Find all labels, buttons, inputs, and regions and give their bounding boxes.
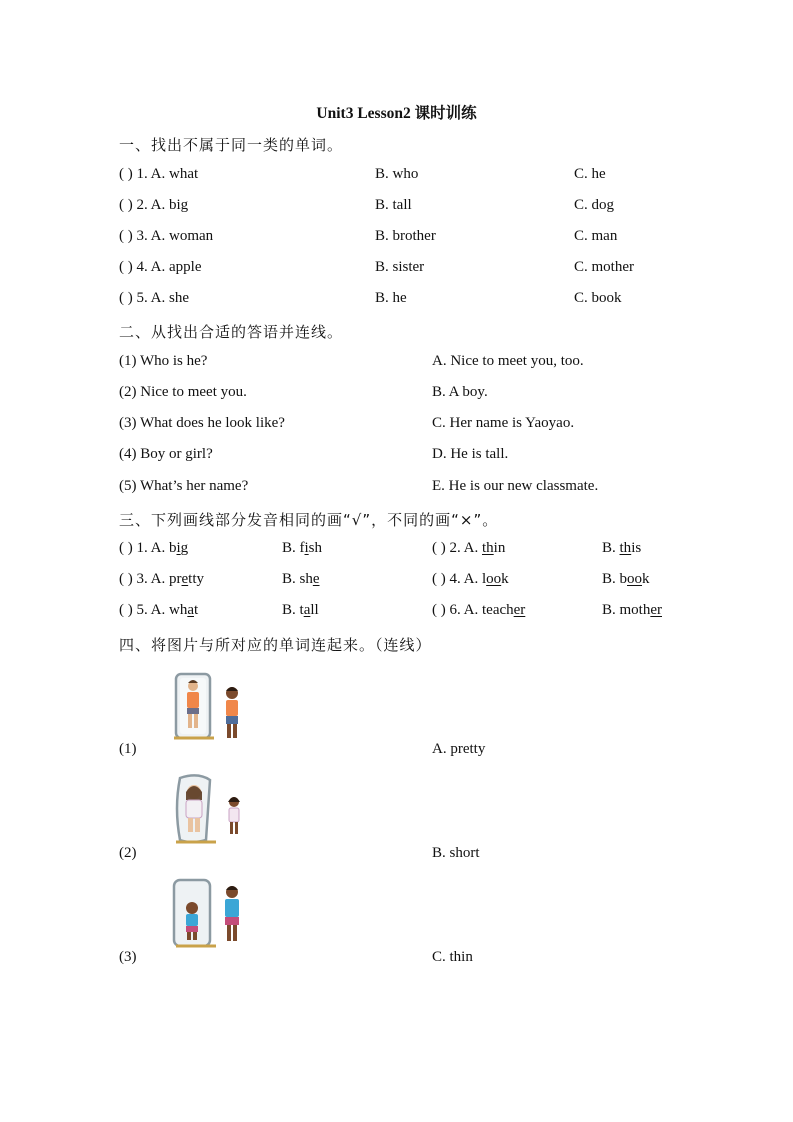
s2-answer-d: D. He is tall. xyxy=(432,446,509,462)
s2-answer-a: A. Nice to meet you, too. xyxy=(432,353,584,369)
s3-item-4: ( ) 4. A. look xyxy=(432,571,509,587)
s3-item-6: ( ) 6. A. teacher xyxy=(432,602,526,618)
s4-item-1-num: (1) xyxy=(119,741,137,757)
s2-question-5: (5) What’s her name? xyxy=(119,478,249,494)
s1-row4-a: ( ) 4. A. apple xyxy=(119,259,202,275)
s1-row3-a: ( ) 3. A. woman xyxy=(119,228,214,244)
section3-heading: 三、下列画线部分发音相同的画“√”，不同的画“×”。 xyxy=(119,511,499,529)
s3-item-3: ( ) 3. A. pretty xyxy=(119,571,205,587)
mirror-picture-1 xyxy=(170,670,250,746)
s3-item-1-b: B. fish xyxy=(282,540,323,556)
s2-answer-c: C. Her name is Yaoyao. xyxy=(432,415,575,431)
s3-item-1: ( ) 1. A. big xyxy=(119,540,189,556)
mirror-picture-3 xyxy=(170,876,250,954)
s3-item-2-b: B. this xyxy=(602,540,642,556)
s1-row4-c: C. mother xyxy=(574,259,634,275)
s4-item-3-num: (3) xyxy=(119,949,137,965)
s2-question-4: (4) Boy or girl? xyxy=(119,446,213,462)
s1-row5-a: ( ) 5. A. she xyxy=(119,290,189,306)
s3-item-4-b: B. book xyxy=(602,571,650,587)
section1-heading: 一、找出不属于同一类的单词。 xyxy=(119,136,344,154)
s2-answer-e: E. He is our new classmate. xyxy=(432,478,599,494)
s2-question-1: (1) Who is he? xyxy=(119,353,208,369)
s2-question-3: (3) What does he look like? xyxy=(119,415,285,431)
s1-row4-b: B. sister xyxy=(375,259,425,275)
mirror-picture-2 xyxy=(170,772,250,850)
s1-row3-c: C. man xyxy=(574,228,618,244)
s1-row1-c: C. he xyxy=(574,166,606,182)
s3-item-2: ( ) 2. A. thin xyxy=(432,540,506,556)
s1-row2-b: B. tall xyxy=(375,197,412,213)
s2-question-2: (2) Nice to meet you. xyxy=(119,384,247,400)
s3-item-6-b: B. mother xyxy=(602,602,662,618)
s3-item-3-b: B. she xyxy=(282,571,320,587)
s1-row1-b: B. who xyxy=(375,166,419,182)
s4-word-b: B. short xyxy=(432,845,480,861)
s3-item-5-b: B. tall xyxy=(282,602,319,618)
s1-row5-b: B. he xyxy=(375,290,407,306)
s1-row5-c: C. book xyxy=(574,290,622,306)
s4-item-2-num: (2) xyxy=(119,845,137,861)
page-title: Unit3 Lesson2 课时训练 xyxy=(316,105,477,122)
s1-row2-c: C. dog xyxy=(574,197,615,213)
s2-answer-b: B. A boy. xyxy=(432,384,488,400)
s1-row2-a: ( ) 2. A. big xyxy=(119,197,189,213)
s1-row3-b: B. brother xyxy=(375,228,436,244)
s3-item-5: ( ) 5. A. what xyxy=(119,602,199,618)
section2-heading: 二、从找出合适的答语并连线。 xyxy=(119,323,344,341)
s1-row1-a: ( ) 1. A. what xyxy=(119,166,199,182)
s4-word-a: A. pretty xyxy=(432,741,486,757)
s4-word-c: C. thin xyxy=(432,949,473,965)
section4-heading: 四、将图片与所对应的单词连起来。（连线） xyxy=(119,636,432,654)
